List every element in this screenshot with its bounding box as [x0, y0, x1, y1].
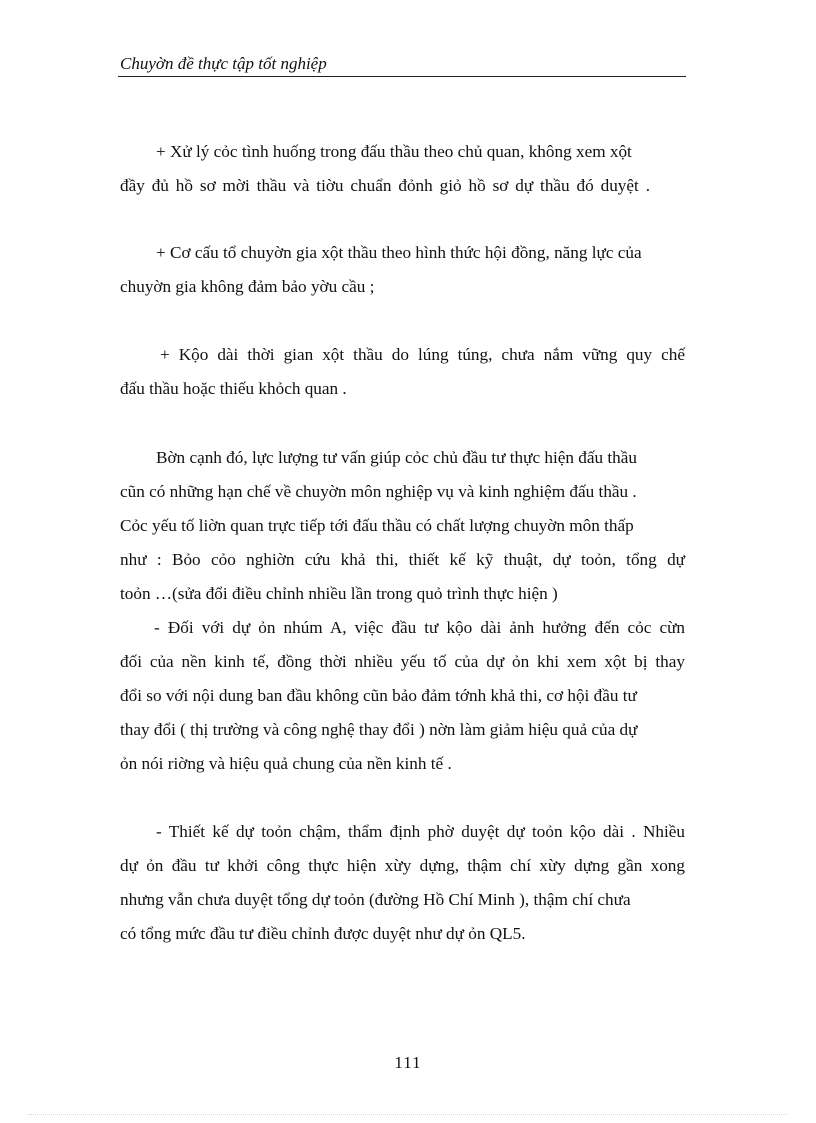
text-line: có tổng mức đầu tư điều chỉnh được duyệt như dự ỏn QL5. — [120, 924, 526, 943]
text-line: thay đổi ( thị trường và công nghệ thay đổi ) nờn làm giảm hiệu quả của dự — [120, 720, 638, 739]
text-line: - Đối với dự ỏn nhúm A, việc đầu tư kộo dài ảnh hưởng đến cỏc cừn — [154, 618, 685, 637]
text-line: + Cơ cấu tổ chuyờn gia xột thầu theo hình thức hội đồng, năng lực của — [156, 243, 642, 262]
text-line: dự ỏn đầu tư khởi công thực hiện xừy dựng, thậm chí xừy dựng gần xong — [120, 856, 685, 875]
text-line: toỏn …(sửa đổi điều chỉnh nhiều lần trong quỏ trình thực hiện ) — [120, 584, 558, 603]
text-line: nhưng vẫn chưa duyệt tổng dự toỏn (đường Hồ Chí Minh ), thậm chí chưa — [120, 890, 631, 909]
text-line: + Xử lý cỏc tình huống trong đấu thầu theo chủ quan, không xem xột — [156, 142, 632, 161]
text-line: Cỏc yếu tố liờn quan trực tiếp tới đấu thầu có chất lượng chuyờn môn thấp — [120, 516, 634, 535]
text-line: như : Bỏo cỏo nghiờn cứu khả thi, thiết kế kỹ thuật, dự toỏn, tổng dự — [120, 550, 685, 569]
text-line: - Thiết kế dự toỏn chậm, thẩm định phờ duyệt dự toỏn kộo dài . Nhiều — [156, 822, 685, 841]
text-line: đấu thầu hoặc thiếu khỏch quan . — [120, 379, 347, 398]
page-number: 111 — [394, 1053, 422, 1072]
text-line: đối của nền kinh tế, đồng thời nhiều yếu tố của dự ỏn khi xem xột bị thay — [120, 652, 685, 671]
text-line: đổi so với nội dung ban đầu không cũn bảo đảm tớnh khả thi, cơ hội đầu tư — [120, 686, 637, 705]
text-line: Bờn cạnh đó, lực lượng tư vấn giúp cỏc chủ đầu tư thực hiện đấu thầu — [156, 448, 637, 467]
header-title: Chuyờn đề thực tập tốt nghiệp — [120, 54, 327, 73]
text-line: + Kộo dài thời gian xột thầu do lúng túng, chưa nắm vững quy chế — [160, 345, 685, 364]
footer-divider — [28, 1114, 788, 1115]
text-line: cũn có những hạn chế về chuyờn môn nghiệp vụ và kinh nghiệm đấu thầu . — [120, 482, 637, 501]
text-line: đầy đủ hồ sơ mời thầu và tiờu chuẩn đỏnh giỏ hồ sơ dự thầu đó duyệt . — [120, 176, 650, 195]
text-line: ỏn nói riờng và hiệu quả chung của nền kinh tế . — [120, 754, 452, 773]
page-header — [118, 52, 686, 77]
text-line: chuyờn gia không đảm bảo yờu cầu ; — [120, 277, 375, 296]
